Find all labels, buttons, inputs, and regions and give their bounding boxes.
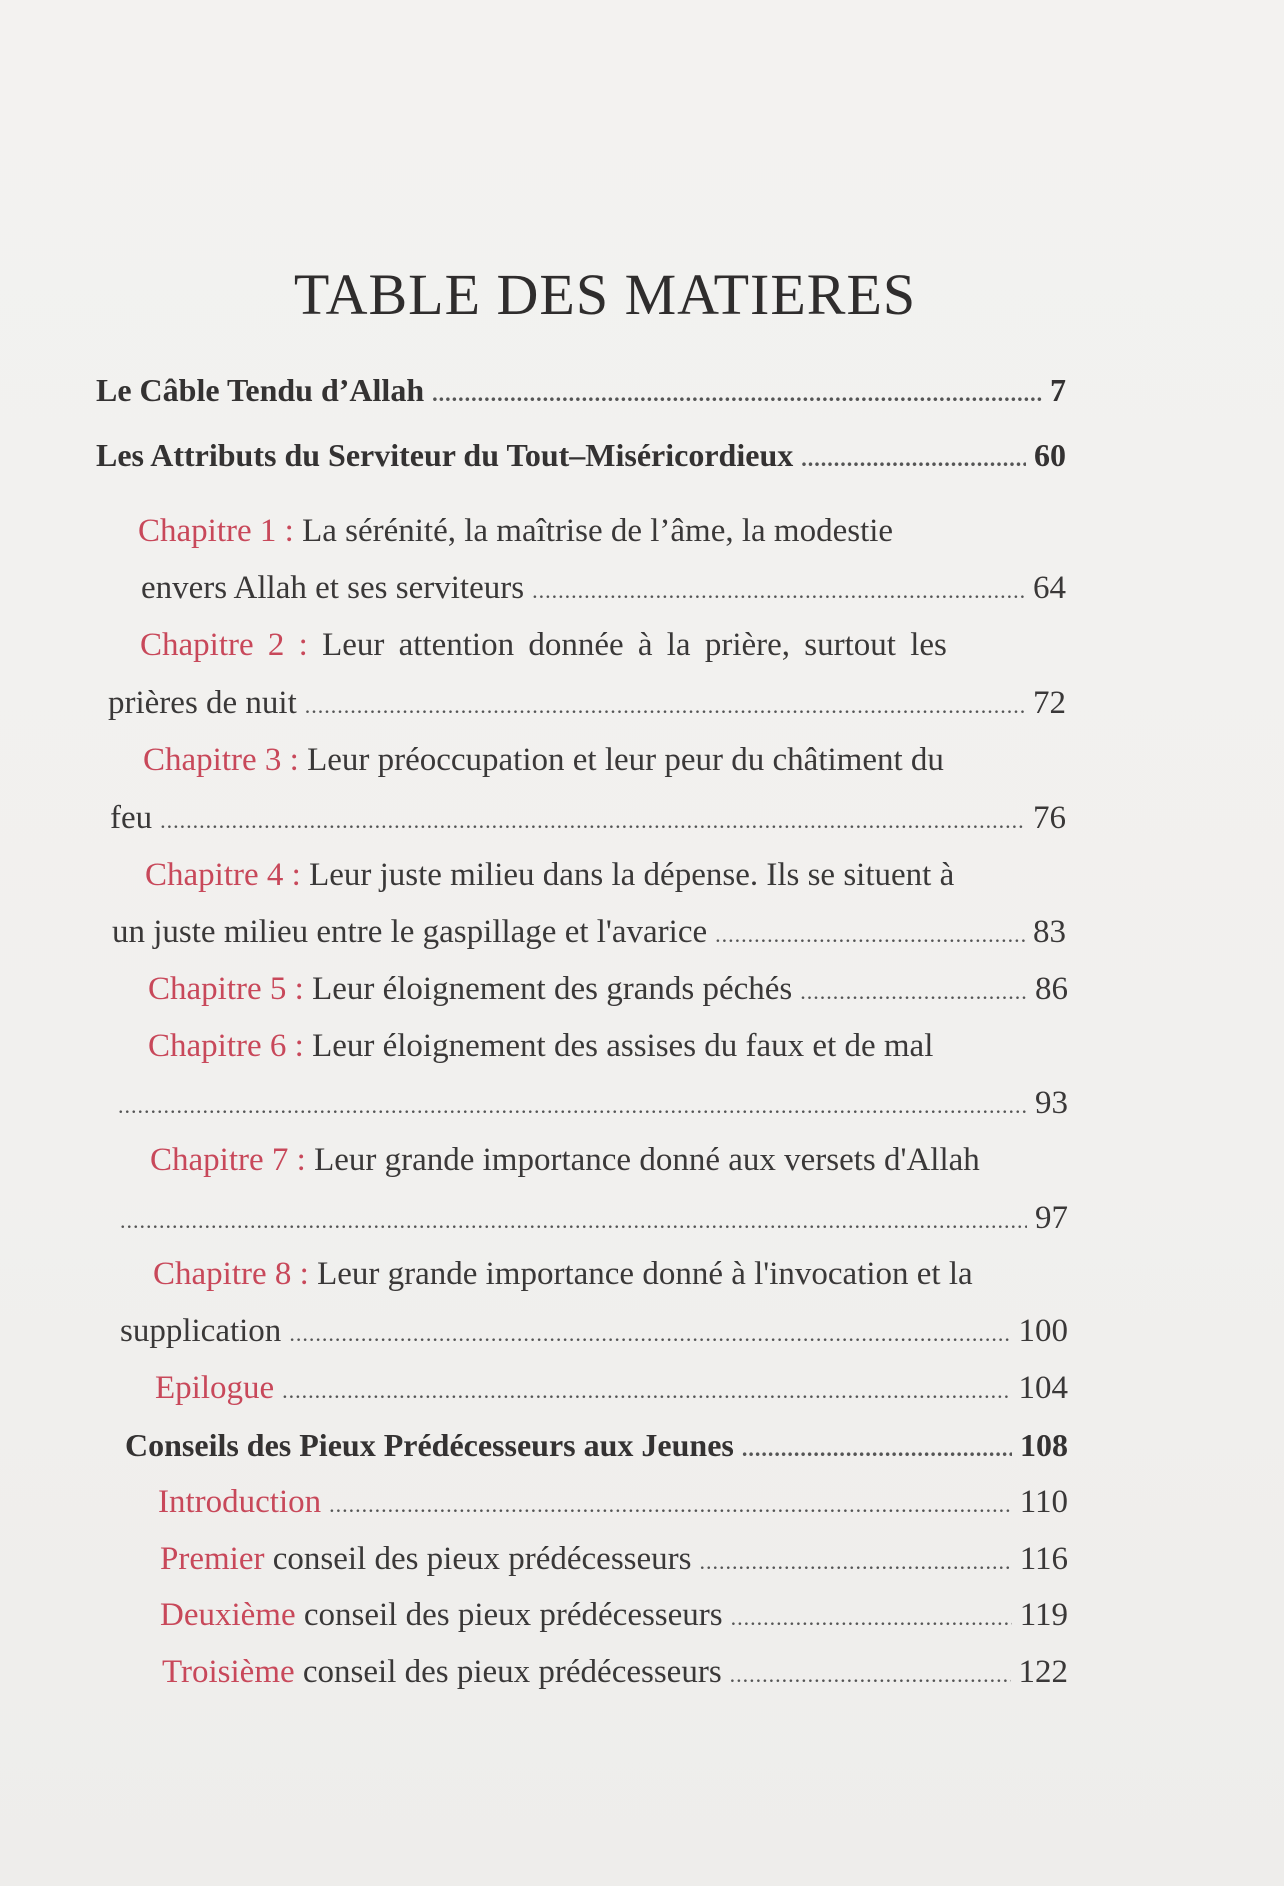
dot-leader [731, 1605, 1012, 1631]
toc-entry-line2[interactable] [112, 914, 1066, 958]
dot-leader [432, 381, 1042, 407]
toc-entry[interactable] [148, 971, 1068, 1015]
dot-leader [289, 1321, 1010, 1347]
chapter-label: Chapitre 1 [138, 513, 277, 549]
toc-entry-line1[interactable] [148, 1028, 1070, 1072]
chapter-label: Chapitre 5 [148, 971, 287, 1007]
introduction-label: Introduction [158, 1484, 322, 1520]
entry-title: Leur préoccupation et leur peur du châtiment du [307, 742, 944, 778]
entry-title: Leur éloignement des grands péchés [312, 971, 793, 1007]
page-number: 97 [1035, 1200, 1068, 1236]
chapter-label: Chapitre 7 [150, 1142, 289, 1178]
toc-entry[interactable] [160, 1597, 1068, 1641]
page-number: 116 [1019, 1541, 1068, 1577]
dot-leader [801, 446, 1026, 472]
dot-leader [700, 1549, 1012, 1575]
ordinal-label: Troisième [162, 1654, 295, 1690]
entry-title: Conseils des Pieux Prédécesseurs aux Jeunes [125, 1427, 734, 1463]
dot-leader [282, 1378, 1010, 1404]
chapter-label: Chapitre 8 [153, 1256, 292, 1292]
toc-entry-line1[interactable] [138, 513, 1068, 557]
chapter-label: Chapitre 2 [140, 627, 285, 663]
toc-entry-line2[interactable] [118, 1085, 1068, 1129]
toc-entry-line1[interactable] [150, 1142, 1070, 1186]
entry-title: Leur éloignement des assises du faux et de mal [312, 1028, 934, 1064]
dot-leader [742, 1436, 1012, 1462]
label-separator: : [283, 857, 310, 893]
entry-title: Leur grande importance donné à l'invocation et la [317, 1256, 973, 1292]
label-separator: : [291, 1256, 318, 1292]
label-separator: : [276, 513, 303, 549]
toc-entry[interactable] [96, 437, 1066, 481]
dot-leader [730, 1662, 1011, 1688]
entry-title: conseil des pieux prédécesseurs [294, 1654, 722, 1690]
toc-entry[interactable] [160, 1541, 1068, 1585]
entry-title-continued: supplication [120, 1313, 282, 1349]
toc-entry[interactable] [162, 1654, 1068, 1698]
page-number: 122 [1018, 1654, 1068, 1690]
dot-leader [800, 979, 1027, 1005]
page-number: 60 [1034, 437, 1066, 473]
page-number: 93 [1035, 1085, 1068, 1121]
ordinal-label: Premier [160, 1541, 265, 1577]
dot-leader [532, 578, 1025, 604]
entry-title: conseil des pieux prédécesseurs [295, 1597, 723, 1633]
label-separator: : [286, 971, 313, 1007]
toc-entry-line1[interactable] [145, 857, 1068, 901]
chapter-label: Chapitre 4 [145, 857, 284, 893]
epilogue-label: Epilogue [155, 1370, 275, 1406]
entry-title-continued: prières de nuit [108, 685, 297, 721]
page-number: 72 [1033, 685, 1066, 721]
label-separator: : [286, 1028, 313, 1064]
entry-title-continued: un juste milieu entre le gaspillage et l'avarice [112, 914, 708, 950]
entry-title: La sérénité, la maîtrise de l’âme, la modestie [302, 513, 894, 549]
toc-entry-line1[interactable] [140, 627, 1066, 671]
toc-entry[interactable] [96, 372, 1066, 416]
page-number: 7 [1050, 372, 1066, 408]
chapter-label: Chapitre 6 [148, 1028, 287, 1064]
toc-entry-line2[interactable] [108, 685, 1066, 729]
entry-title-continued: envers Allah et ses serviteurs [141, 570, 525, 606]
dot-leader [120, 1208, 1027, 1234]
entry-title: Leur attention donnée à la prière, surtout les [322, 627, 947, 663]
page-number: 76 [1033, 800, 1066, 836]
dot-leader [160, 808, 1025, 834]
toc-entry[interactable] [125, 1427, 1068, 1471]
page-number: 108 [1020, 1427, 1068, 1463]
page-number: 119 [1019, 1597, 1068, 1633]
ordinal-label: Deuxième [160, 1597, 296, 1633]
page-number: 100 [1018, 1313, 1068, 1349]
entry-title: conseil des pieux prédécesseurs [264, 1541, 692, 1577]
page-number: 83 [1033, 914, 1066, 950]
toc-entry-line1[interactable] [143, 742, 1068, 786]
dot-leader [329, 1492, 1012, 1518]
toc-entry-line2[interactable] [120, 1313, 1068, 1357]
toc-entry-line2[interactable] [141, 570, 1066, 614]
toc-entry-line1[interactable] [153, 1256, 1070, 1300]
label-separator: : [284, 627, 323, 663]
entry-title: Leur grande importance donné aux versets d'Allah [314, 1142, 980, 1178]
chapter-label: Chapitre 3 [143, 742, 282, 778]
label-separator: : [288, 1142, 315, 1178]
page-number: 104 [1018, 1370, 1068, 1406]
page-number: 86 [1035, 971, 1068, 1007]
toc-entry[interactable] [158, 1484, 1068, 1528]
toc-entry-line2[interactable] [110, 800, 1066, 844]
page-title: TABLE DES MATIERES [293, 261, 917, 327]
page-number: 110 [1019, 1484, 1068, 1520]
dot-leader [715, 922, 1025, 948]
page-number: 64 [1033, 570, 1066, 606]
dot-leader [305, 693, 1025, 719]
entry-title: Leur juste milieu dans la dépense. Ils se situent à [309, 857, 955, 893]
toc-entry-line2[interactable] [120, 1200, 1068, 1244]
label-separator: : [281, 742, 308, 778]
entry-title-continued: feu [110, 800, 153, 836]
entry-title: Les Attributs du Serviteur du Tout–Miséricordieux [96, 437, 794, 473]
toc-entry[interactable] [155, 1370, 1068, 1414]
entry-title: Le Câble Tendu d’Allah [96, 372, 425, 408]
dot-leader [118, 1093, 1027, 1119]
